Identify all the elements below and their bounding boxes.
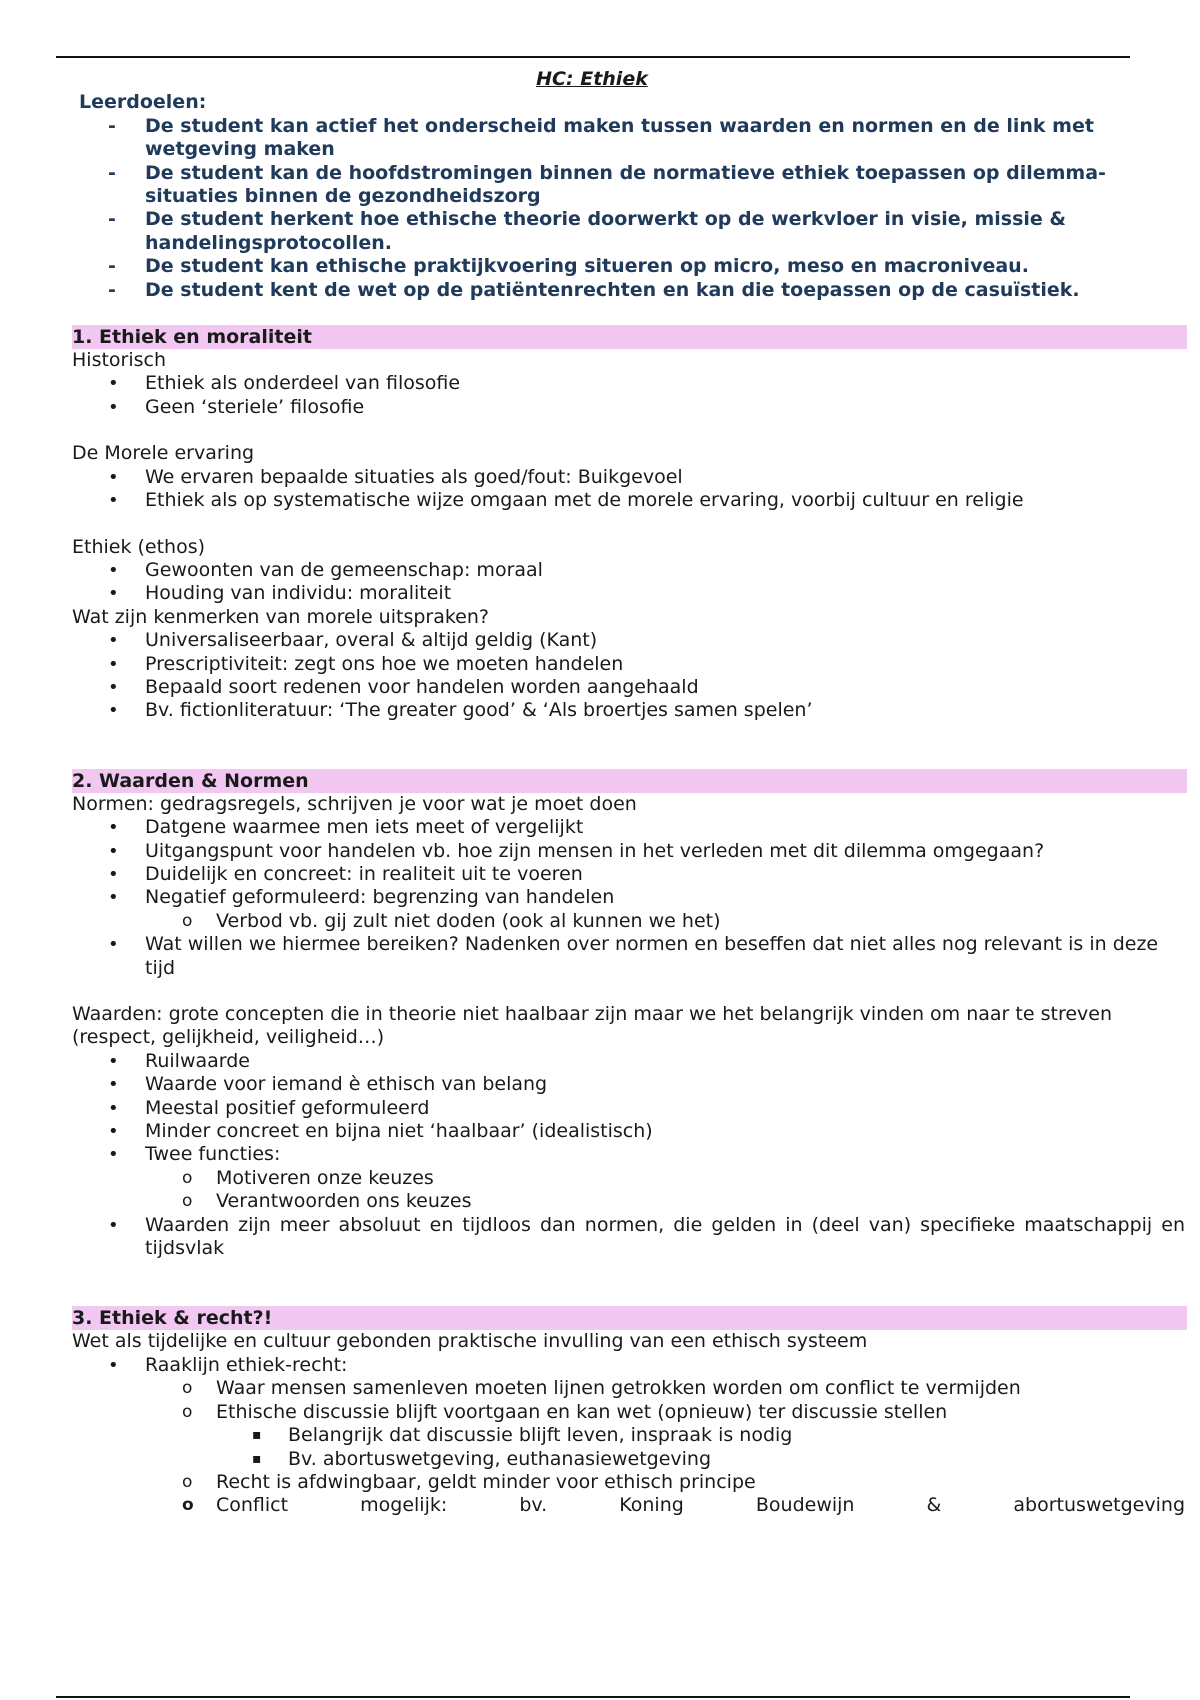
list-item: - De student kan ethische praktijkvoering situeren op micro, meso en macroniveau. [72, 255, 1185, 278]
section-heading-3: 3. Ethiek & recht?! [72, 1306, 1187, 1330]
list-item: - De student kan actief het onderscheid maken tussen waarden en normen en de link met wetgeving maken [72, 115, 1185, 162]
list-item: - De student kan de hoofdstromingen binnen de normatieve ethiek toepassen op dilemma-situaties binnen de gezondheidszorg [72, 162, 1185, 209]
list-item: • Gewoonten van de gemeenschap: moraal [72, 559, 1185, 582]
list-item: • Duidelijk en concreet: in realiteit uit te voeren [72, 863, 1185, 886]
paragraph: Waarden: grote concepten die in theorie niet haalbaar zijn maar we het belangrijk vinden om naar te streven (respect, gelijkheid, veiligheid…) [72, 1003, 1112, 1049]
list-item: • Ruilwaarde [72, 1050, 1185, 1073]
bullet-list [72, 466, 1187, 513]
top-rule [56, 56, 1130, 58]
list-item: - De student herkent hoe ethische theorie doorwerkt op de werkvloer in visie, missie & handelingsprotocollen. [72, 208, 1185, 255]
list-item: o Ethische discussie blijft voortgaan en kan wet (opnieuw) ter discussie stellen [72, 1401, 1185, 1424]
bottom-rule [56, 1696, 1130, 1698]
list-item: o Verantwoorden ons keuzes [72, 1190, 1185, 1213]
list-item: o Waar mensen samenleven moeten lijnen getrokken worden om conflict te vermijden [72, 1377, 1185, 1400]
list-item: • Waarden zijn meer absoluut en tijdloos dan normen, die gelden in (deel van) specifieke maatschappij en tijdsvlak [72, 1214, 1185, 1261]
list-item: • Minder concreet en bijna niet ‘haalbaar’ (idealistisch) [72, 1120, 1185, 1143]
list-item: • We ervaren bepaalde situaties als goed/fout: Buikgevoel [72, 466, 1185, 489]
paragraph: Ethiek (ethos) [72, 535, 206, 558]
list-item: • Universaliseerbaar, overal & altijd geldig (Kant) [72, 629, 1185, 652]
list-item: • Ethiek als op systematische wijze omgaan met de morele ervaring, voorbij cultuur en religie [72, 489, 1185, 512]
list-item: - De student kent de wet op de patiëntenrechten en kan die toepassen op de casuïstiek. [72, 279, 1185, 302]
document-page [72, 68, 1187, 1518]
bullet-list [72, 372, 1187, 419]
list-item: • Waarde voor iemand è ethisch van belang [72, 1073, 1185, 1096]
bullet-list [72, 629, 1187, 723]
leerdoelen-list [72, 115, 1187, 302]
paragraph: Normen: gedragsregels, schrijven je voor wat je moet doen [72, 792, 637, 815]
list-item: • Wat willen we hiermee bereiken? Nadenken over normen en beseffen dat niet alles nog relevant is in deze tijd [72, 933, 1185, 980]
bullet-list [72, 1050, 1187, 1261]
list-item: • Geen ‘steriele’ filosofie [72, 396, 1185, 419]
list-item: • Datgene waarmee men iets meet of vergelijkt [72, 816, 1185, 839]
bullet-list [72, 559, 1187, 606]
list-item: o Conflict mogelijk: bv. Koning Boudewijn & abortuswetgeving [72, 1494, 1185, 1517]
list-item: • Twee functies: [72, 1143, 1185, 1166]
paragraph: Wat zijn kenmerken van morele uitspraken? [72, 605, 489, 628]
list-item: o Recht is afdwingbaar, geldt minder voor ethisch principe [72, 1471, 1185, 1494]
bullet-list [72, 816, 1187, 980]
list-item: o Motiveren onze keuzes [72, 1167, 1185, 1190]
list-item: • Meestal positief geformuleerd [72, 1097, 1185, 1120]
list-item: • Houding van individu: moraliteit [72, 582, 1185, 605]
list-item: • Uitgangspunt voor handelen vb. hoe zijn mensen in het verleden met dit dilemma omgegaan? [72, 840, 1185, 863]
list-item: • Bv. fictionliteratuur: ‘The greater good’ & ‘Als broertjes samen spelen’ [72, 699, 1185, 722]
list-item: o Verbod vb. gij zult niet doden (ook al kunnen we het) [72, 910, 1185, 933]
section-heading-2: 2. Waarden & Normen [72, 769, 1187, 793]
list-item: ▪ Belangrijk dat discussie blijft leven, inspraak is nodig [72, 1424, 1185, 1447]
paragraph: De Morele ervaring [72, 442, 255, 465]
list-item: • Prescriptiviteit: zegt ons hoe we moeten handelen [72, 653, 1185, 676]
list-item: • Negatief geformuleerd: begrenzing van handelen [72, 886, 1185, 909]
list-item: ▪ Bv. abortuswetgeving, euthanasiewetgeving [72, 1448, 1185, 1471]
section-heading-1: 1. Ethiek en moraliteit [72, 325, 1187, 349]
paragraph: Wet als tijdelijke en cultuur gebonden praktische invulling van een ethisch systeem [72, 1330, 868, 1353]
bullet-list [72, 1354, 1187, 1518]
list-item: • Bepaald soort redenen voor handelen worden aangehaald [72, 676, 1185, 699]
page-title: HC: Ethiek [536, 68, 648, 90]
list-item: • Raaklijn ethiek-recht: [72, 1354, 1185, 1377]
list-item: • Ethiek als onderdeel van filosofie [72, 372, 1185, 395]
paragraph: Historisch [72, 349, 167, 372]
leerdoelen-heading: Leerdoelen: [79, 91, 207, 114]
